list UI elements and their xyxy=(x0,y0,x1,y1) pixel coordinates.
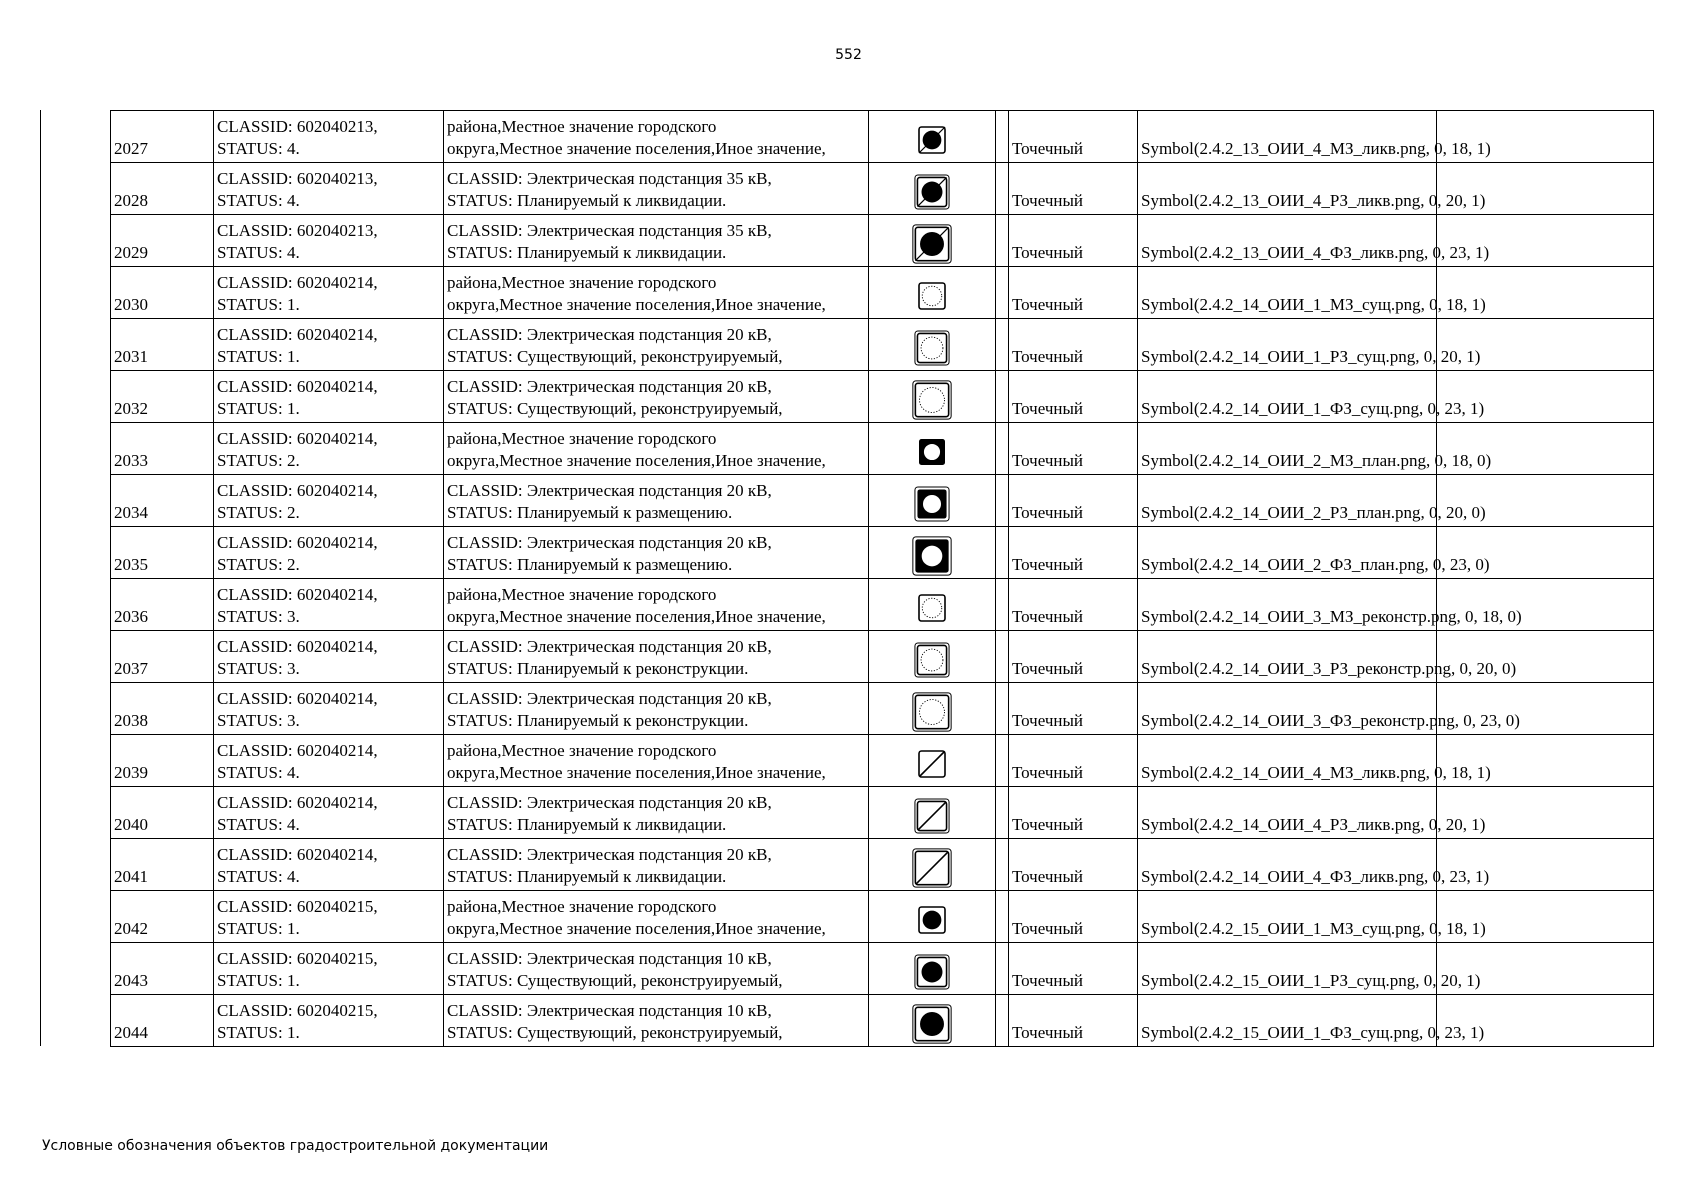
status-text: STATUS: 1. xyxy=(217,295,300,314)
symbols-table xyxy=(110,110,1654,1047)
geometry-type: Точечный xyxy=(1009,579,1138,631)
status-text: STATUS: 4. xyxy=(217,191,300,210)
column-gap xyxy=(996,267,1009,319)
symbol-file: Symbol(2.4.2_13_ОИИ_4_МЗ_ликв.png, 0, 18, 1) xyxy=(1138,111,1437,163)
description-line-2: STATUS: Планируемый к ликвидации. xyxy=(447,191,727,210)
status-text: STATUS: 4. xyxy=(217,763,300,782)
description-line-2: округа,Местное значение поселения,Иное значение, xyxy=(447,451,826,470)
row-number: 2044 xyxy=(111,995,214,1047)
description-line-2: STATUS: Существующий, реконструируемый, xyxy=(447,399,783,418)
classid-text: CLASSID: 602040213, xyxy=(217,169,378,188)
symbol-square xyxy=(915,383,948,416)
table-row xyxy=(111,579,1654,631)
table-row xyxy=(111,371,1654,423)
classid-text: CLASSID: 602040214, xyxy=(217,273,378,292)
description-line-1: CLASSID: Электрическая подстанция 20 кВ, xyxy=(447,845,772,864)
substation-symbol-icon xyxy=(912,744,952,784)
symbol-file: Symbol(2.4.2_15_ОИИ_1_МЗ_сущ.png, 0, 18, 1) xyxy=(1138,891,1437,943)
description-line-2: STATUS: Планируемый к реконструкции. xyxy=(447,711,749,730)
document-footer: Условные обозначения объектов градостроительной документации xyxy=(42,1138,549,1154)
description-line-1: CLASSID: Электрическая подстанция 10 кВ, xyxy=(447,1001,772,1020)
table-row xyxy=(111,891,1654,943)
table-row xyxy=(111,839,1654,891)
status-text: STATUS: 4. xyxy=(217,243,300,262)
table-row xyxy=(111,163,1654,215)
symbol-cell xyxy=(869,319,996,371)
geometry-type: Точечный xyxy=(1009,475,1138,527)
symbol-file: Symbol(2.4.2_14_ОИИ_4_ФЗ_ликв.png, 0, 23, 1) xyxy=(1138,839,1437,891)
description-line-1: CLASSID: Электрическая подстанция 20 кВ, xyxy=(447,481,772,500)
substation-symbol-icon xyxy=(912,1004,952,1044)
symbol-square xyxy=(915,695,948,728)
table-row xyxy=(111,475,1654,527)
substation-symbol-icon xyxy=(912,484,952,524)
substation-symbol-icon xyxy=(912,328,952,368)
description-cell xyxy=(444,371,869,423)
classid-cell xyxy=(214,215,444,267)
geometry-type: Точечный xyxy=(1009,527,1138,579)
classid-cell xyxy=(214,111,444,163)
symbol-circle xyxy=(922,546,943,567)
substation-symbol-icon xyxy=(912,432,952,472)
classid-text: CLASSID: 602040214, xyxy=(217,585,378,604)
description-cell xyxy=(444,215,869,267)
classid-cell xyxy=(214,527,444,579)
table-body xyxy=(111,111,1654,1047)
description-cell xyxy=(444,631,869,683)
symbol-file: Symbol(2.4.2_13_ОИИ_4_РЗ_ликв.png, 0, 20, 1) xyxy=(1138,163,1437,215)
description-cell xyxy=(444,683,869,735)
description-line-1: района,Местное значение городского xyxy=(447,117,717,136)
status-text: STATUS: 1. xyxy=(217,919,300,938)
geometry-type: Точечный xyxy=(1009,631,1138,683)
row-number: 2027 xyxy=(111,111,214,163)
classid-cell xyxy=(214,891,444,943)
symbol-circle xyxy=(923,495,941,513)
status-text: STATUS: 4. xyxy=(217,139,300,158)
classid-cell xyxy=(214,995,444,1047)
symbol-cell xyxy=(869,631,996,683)
classid-cell xyxy=(214,319,444,371)
row-number: 2034 xyxy=(111,475,214,527)
column-gap xyxy=(996,631,1009,683)
symbol-file: Symbol(2.4.2_14_ОИИ_2_МЗ_план.png, 0, 18, 0) xyxy=(1138,423,1437,475)
row-number: 2040 xyxy=(111,787,214,839)
table-row xyxy=(111,683,1654,735)
row-number: 2035 xyxy=(111,527,214,579)
status-text: STATUS: 3. xyxy=(217,659,300,678)
row-number: 2041 xyxy=(111,839,214,891)
classid-cell xyxy=(214,943,444,995)
description-line-1: CLASSID: Электрическая подстанция 10 кВ, xyxy=(447,949,772,968)
description-line-2: STATUS: Планируемый к ликвидации. xyxy=(447,867,727,886)
classid-cell xyxy=(214,371,444,423)
geometry-type: Точечный xyxy=(1009,163,1138,215)
symbol-cell xyxy=(869,943,996,995)
status-text: STATUS: 3. xyxy=(217,607,300,626)
substation-symbol-icon xyxy=(912,692,952,732)
geometry-type: Точечный xyxy=(1009,839,1138,891)
description-line-1: района,Местное значение городского xyxy=(447,741,717,760)
status-text: STATUS: 2. xyxy=(217,555,300,574)
description-cell xyxy=(444,579,869,631)
substation-symbol-icon xyxy=(912,588,952,628)
row-number: 2032 xyxy=(111,371,214,423)
description-cell xyxy=(444,163,869,215)
column-gap xyxy=(996,215,1009,267)
symbol-cell xyxy=(869,163,996,215)
classid-text: CLASSID: 602040213, xyxy=(217,221,378,240)
geometry-type: Точечный xyxy=(1009,683,1138,735)
column-gap xyxy=(996,995,1009,1047)
description-line-1: CLASSID: Электрическая подстанция 20 кВ, xyxy=(447,325,772,344)
description-line-2: округа,Местное значение поселения,Иное значение, xyxy=(447,919,826,938)
symbol-cell xyxy=(869,839,996,891)
description-cell xyxy=(444,787,869,839)
substation-symbol-icon xyxy=(912,640,952,680)
symbol-cell xyxy=(869,787,996,839)
symbol-file: Symbol(2.4.2_15_ОИИ_1_ФЗ_сущ.png, 0, 23, 1) xyxy=(1138,995,1437,1047)
column-gap xyxy=(996,735,1009,787)
description-line-1: CLASSID: Электрическая подстанция 20 кВ, xyxy=(447,637,772,656)
geometry-type: Точечный xyxy=(1009,787,1138,839)
substation-symbol-icon xyxy=(912,536,952,576)
symbol-circle xyxy=(920,1012,944,1036)
status-text: STATUS: 2. xyxy=(217,451,300,470)
description-line-2: STATUS: Планируемый к размещению. xyxy=(447,503,733,522)
classid-text: CLASSID: 602040215, xyxy=(217,949,378,968)
classid-text: CLASSID: 602040214, xyxy=(217,481,378,500)
column-gap xyxy=(996,527,1009,579)
description-line-1: CLASSID: Электрическая подстанция 35 кВ, xyxy=(447,221,772,240)
description-cell xyxy=(444,475,869,527)
table-row xyxy=(111,943,1654,995)
description-line-2: округа,Местное значение поселения,Иное значение, xyxy=(447,763,826,782)
symbol-file: Symbol(2.4.2_14_ОИИ_1_МЗ_сущ.png, 0, 18, 1) xyxy=(1138,267,1437,319)
row-number: 2031 xyxy=(111,319,214,371)
table-row xyxy=(111,423,1654,475)
symbol-file: Symbol(2.4.2_14_ОИИ_3_МЗ_реконстр.png, 0, 18, 0) xyxy=(1138,579,1437,631)
classid-cell xyxy=(214,423,444,475)
description-line-1: CLASSID: Электрическая подстанция 20 кВ, xyxy=(447,377,772,396)
classid-text: CLASSID: 602040214, xyxy=(217,377,378,396)
status-text: STATUS: 1. xyxy=(217,399,300,418)
symbol-cell xyxy=(869,423,996,475)
description-line-2: STATUS: Существующий, реконструируемый, xyxy=(447,1023,783,1042)
classid-text: CLASSID: 602040214, xyxy=(217,429,378,448)
symbol-file: Symbol(2.4.2_14_ОИИ_4_МЗ_ликв.png, 0, 18, 1) xyxy=(1138,735,1437,787)
column-gap xyxy=(996,371,1009,423)
substation-symbol-icon xyxy=(912,224,952,264)
symbol-square xyxy=(917,645,946,674)
row-number: 2043 xyxy=(111,943,214,995)
status-text: STATUS: 4. xyxy=(217,867,300,886)
column-gap xyxy=(996,163,1009,215)
table-row xyxy=(111,111,1654,163)
geometry-type: Точечный xyxy=(1009,735,1138,787)
classid-cell xyxy=(214,475,444,527)
substation-symbol-icon xyxy=(912,172,952,212)
status-text: STATUS: 1. xyxy=(217,1023,300,1042)
classid-text: CLASSID: 602040214, xyxy=(217,741,378,760)
row-number: 2028 xyxy=(111,163,214,215)
description-cell xyxy=(444,995,869,1047)
table-row xyxy=(111,735,1654,787)
description-cell xyxy=(444,267,869,319)
symbol-file: Symbol(2.4.2_14_ОИИ_2_ФЗ_план.png, 0, 23, 0) xyxy=(1138,527,1437,579)
description-line-2: STATUS: Существующий, реконструируемый, xyxy=(447,971,783,990)
classid-text: CLASSID: 602040214, xyxy=(217,325,378,344)
description-line-1: CLASSID: Электрическая подстанция 20 кВ, xyxy=(447,533,772,552)
description-line-1: CLASSID: Электрическая подстанция 35 кВ, xyxy=(447,169,772,188)
description-line-1: CLASSID: Электрическая подстанция 20 кВ, xyxy=(447,793,772,812)
description-cell xyxy=(444,111,869,163)
description-line-2: STATUS: Планируемый к реконструкции. xyxy=(447,659,749,678)
substation-symbol-icon xyxy=(912,380,952,420)
geometry-type: Точечный xyxy=(1009,943,1138,995)
substation-symbol-icon xyxy=(912,900,952,940)
symbol-circle xyxy=(922,962,943,983)
symbol-file: Symbol(2.4.2_13_ОИИ_4_ФЗ_ликв.png, 0, 23, 1) xyxy=(1138,215,1437,267)
description-line-1: района,Местное значение городского xyxy=(447,273,717,292)
geometry-type: Точечный xyxy=(1009,111,1138,163)
margin-line xyxy=(40,110,41,1046)
substation-symbol-icon xyxy=(912,952,952,992)
status-text: STATUS: 2. xyxy=(217,503,300,522)
column-gap xyxy=(996,891,1009,943)
description-cell xyxy=(444,735,869,787)
classid-text: CLASSID: 602040214, xyxy=(217,533,378,552)
status-text: STATUS: 4. xyxy=(217,815,300,834)
description-line-2: округа,Местное значение поселения,Иное значение, xyxy=(447,295,826,314)
symbol-file: Symbol(2.4.2_14_ОИИ_2_РЗ_план.png, 0, 20, 0) xyxy=(1138,475,1437,527)
classid-cell xyxy=(214,579,444,631)
column-gap xyxy=(996,683,1009,735)
geometry-type: Точечный xyxy=(1009,423,1138,475)
column-gap xyxy=(996,111,1009,163)
symbol-circle xyxy=(924,444,940,460)
table-row xyxy=(111,787,1654,839)
symbol-square xyxy=(917,333,946,362)
description-cell xyxy=(444,527,869,579)
description-line-2: округа,Местное значение поселения,Иное значение, xyxy=(447,139,826,158)
row-number: 2039 xyxy=(111,735,214,787)
row-number: 2033 xyxy=(111,423,214,475)
column-gap xyxy=(996,839,1009,891)
column-gap xyxy=(996,787,1009,839)
symbol-cell xyxy=(869,215,996,267)
classid-cell xyxy=(214,683,444,735)
table-row xyxy=(111,631,1654,683)
row-number: 2029 xyxy=(111,215,214,267)
geometry-type: Точечный xyxy=(1009,891,1138,943)
description-line-2: STATUS: Существующий, реконструируемый, xyxy=(447,347,783,366)
table-row xyxy=(111,215,1654,267)
row-number: 2038 xyxy=(111,683,214,735)
classid-text: CLASSID: 602040214, xyxy=(217,637,378,656)
symbol-file: Symbol(2.4.2_14_ОИИ_1_ФЗ_сущ.png, 0, 23, 1) xyxy=(1138,371,1437,423)
symbol-cell xyxy=(869,267,996,319)
symbol-cell xyxy=(869,527,996,579)
classid-text: CLASSID: 602040215, xyxy=(217,897,378,916)
substation-symbol-icon xyxy=(912,120,952,160)
description-cell xyxy=(444,839,869,891)
classid-cell xyxy=(214,787,444,839)
symbol-cell xyxy=(869,111,996,163)
description-line-2: округа,Местное значение поселения,Иное значение, xyxy=(447,607,826,626)
symbol-circle xyxy=(923,911,942,930)
symbol-cell xyxy=(869,995,996,1047)
status-text: STATUS: 1. xyxy=(217,971,300,990)
status-text: STATUS: 3. xyxy=(217,711,300,730)
symbol-cell xyxy=(869,371,996,423)
symbol-cell xyxy=(869,475,996,527)
classid-text: CLASSID: 602040215, xyxy=(217,1001,378,1020)
symbol-file: Symbol(2.4.2_14_ОИИ_1_РЗ_сущ.png, 0, 20, 1) xyxy=(1138,319,1437,371)
description-line-2: STATUS: Планируемый к ликвидации. xyxy=(447,243,727,262)
symbol-file: Symbol(2.4.2_14_ОИИ_3_ФЗ_реконстр.png, 0, 23, 0) xyxy=(1138,683,1437,735)
description-cell xyxy=(444,319,869,371)
column-gap xyxy=(996,423,1009,475)
substation-symbol-icon xyxy=(912,796,952,836)
description-line-1: CLASSID: Электрическая подстанция 20 кВ, xyxy=(447,689,772,708)
symbol-square xyxy=(919,595,945,621)
page-number: 552 xyxy=(835,47,862,63)
row-number: 2036 xyxy=(111,579,214,631)
symbol-cell xyxy=(869,891,996,943)
symbol-cell xyxy=(869,579,996,631)
column-gap xyxy=(996,579,1009,631)
table-row xyxy=(111,527,1654,579)
description-cell xyxy=(444,891,869,943)
classid-text: CLASSID: 602040214, xyxy=(217,689,378,708)
description-line-2: STATUS: Планируемый к размещению. xyxy=(447,555,733,574)
symbol-cell xyxy=(869,683,996,735)
classid-cell xyxy=(214,631,444,683)
row-number: 2037 xyxy=(111,631,214,683)
substation-symbol-icon xyxy=(912,276,952,316)
symbol-cell xyxy=(869,735,996,787)
classid-text: CLASSID: 602040214, xyxy=(217,793,378,812)
column-gap xyxy=(996,319,1009,371)
column-gap xyxy=(996,943,1009,995)
table-row xyxy=(111,319,1654,371)
description-line-1: района,Местное значение городского xyxy=(447,585,717,604)
classid-cell xyxy=(214,163,444,215)
classid-cell xyxy=(214,735,444,787)
description-cell xyxy=(444,423,869,475)
description-line-2: STATUS: Планируемый к ликвидации. xyxy=(447,815,727,834)
description-line-1: района,Местное значение городского xyxy=(447,897,717,916)
classid-text: CLASSID: 602040214, xyxy=(217,845,378,864)
table-row xyxy=(111,267,1654,319)
description-line-1: района,Местное значение городского xyxy=(447,429,717,448)
geometry-type: Точечный xyxy=(1009,995,1138,1047)
geometry-type: Точечный xyxy=(1009,267,1138,319)
symbol-file: Symbol(2.4.2_14_ОИИ_3_РЗ_реконстр.png, 0, 20, 0) xyxy=(1138,631,1437,683)
description-cell xyxy=(444,943,869,995)
table-row xyxy=(111,995,1654,1047)
symbol-square xyxy=(919,283,945,309)
geometry-type: Точечный xyxy=(1009,319,1138,371)
classid-cell xyxy=(214,839,444,891)
symbol-file: Symbol(2.4.2_14_ОИИ_4_РЗ_ликв.png, 0, 20, 1) xyxy=(1138,787,1437,839)
symbol-file: Symbol(2.4.2_15_ОИИ_1_РЗ_сущ.png, 0, 20, 1) xyxy=(1138,943,1437,995)
geometry-type: Точечный xyxy=(1009,371,1138,423)
classid-text: CLASSID: 602040213, xyxy=(217,117,378,136)
column-gap xyxy=(996,475,1009,527)
row-number: 2030 xyxy=(111,267,214,319)
substation-symbol-icon xyxy=(912,848,952,888)
status-text: STATUS: 1. xyxy=(217,347,300,366)
row-number: 2042 xyxy=(111,891,214,943)
classid-cell xyxy=(214,267,444,319)
geometry-type: Точечный xyxy=(1009,215,1138,267)
